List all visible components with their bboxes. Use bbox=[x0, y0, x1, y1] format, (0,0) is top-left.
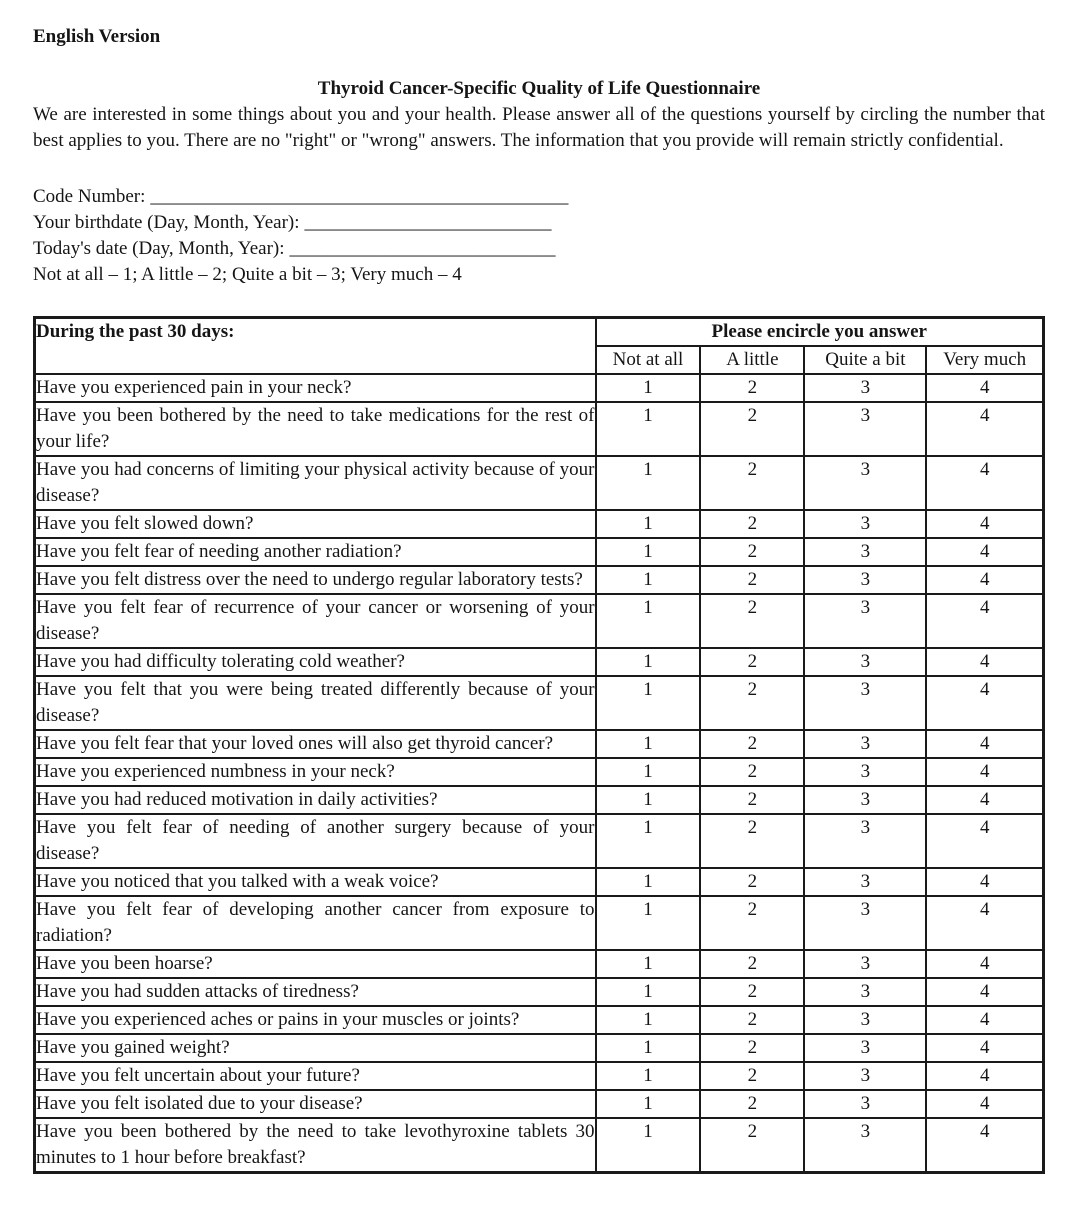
answer-value: 4 bbox=[926, 594, 1043, 648]
question-text: Have you felt fear of recurrence of your cancer or worsening of your disease? bbox=[35, 594, 596, 648]
table-row bbox=[35, 896, 1044, 950]
answer-value: 2 bbox=[700, 374, 804, 402]
answer-value: 2 bbox=[700, 896, 804, 950]
answer-value: 2 bbox=[700, 594, 804, 648]
fields-block bbox=[33, 184, 1045, 288]
table-row bbox=[35, 1006, 1044, 1034]
table-row bbox=[35, 566, 1044, 594]
scale-legend: Not at all – 1; A little – 2; Quite a bit – 3; Very much – 4 bbox=[33, 264, 462, 285]
table-row bbox=[35, 814, 1044, 868]
answer-value: 1 bbox=[596, 730, 701, 758]
field-todays-date bbox=[33, 236, 1045, 262]
table-row bbox=[35, 868, 1044, 896]
table-row bbox=[35, 1062, 1044, 1090]
answer-value: 3 bbox=[804, 978, 926, 1006]
answer-value: 4 bbox=[926, 1034, 1043, 1062]
answer-value: 3 bbox=[804, 374, 926, 402]
answer-value: 4 bbox=[926, 758, 1043, 786]
answer-value: 4 bbox=[926, 978, 1043, 1006]
answer-value: 1 bbox=[596, 510, 701, 538]
answer-value: 3 bbox=[804, 814, 926, 868]
answer-value: 1 bbox=[596, 950, 701, 978]
answer-value: 1 bbox=[596, 676, 701, 730]
question-text: Have you felt distress over the need to undergo regular laboratory tests? bbox=[35, 566, 596, 594]
question-text: Have you felt fear of needing another radiation? bbox=[35, 538, 596, 566]
field-label: Your birthdate (Day, Month, Year): bbox=[33, 212, 300, 233]
answer-value: 4 bbox=[926, 566, 1043, 594]
answer-value: 3 bbox=[804, 456, 926, 510]
answer-value: 1 bbox=[596, 456, 701, 510]
question-text: Have you felt fear of developing another cancer from exposure to radiation? bbox=[35, 896, 596, 950]
answer-value: 1 bbox=[596, 758, 701, 786]
table-row bbox=[35, 1034, 1044, 1062]
blank-line: ____________________________ bbox=[289, 238, 556, 259]
question-text: Have you gained weight? bbox=[35, 1034, 596, 1062]
answer-value: 3 bbox=[804, 868, 926, 896]
answer-value: 2 bbox=[700, 1118, 804, 1173]
answer-value: 1 bbox=[596, 374, 701, 402]
table-header-encircle: Please encircle you answer bbox=[596, 318, 1044, 347]
answer-value: 3 bbox=[804, 648, 926, 676]
answer-value: 3 bbox=[804, 1062, 926, 1090]
question-text: Have you experienced numbness in your neck? bbox=[35, 758, 596, 786]
answer-value: 3 bbox=[804, 402, 926, 456]
questions-body bbox=[35, 374, 1044, 1173]
questionnaire-table bbox=[33, 316, 1045, 1174]
answer-value: 1 bbox=[596, 538, 701, 566]
answer-value: 1 bbox=[596, 896, 701, 950]
answer-value: 4 bbox=[926, 730, 1043, 758]
answer-value: 4 bbox=[926, 648, 1043, 676]
question-text: Have you been bothered by the need to take levothyroxine tablets 30 minutes to 1 hour before breakfast? bbox=[35, 1118, 596, 1173]
answer-value: 1 bbox=[596, 1062, 701, 1090]
answer-value: 1 bbox=[596, 648, 701, 676]
answer-value: 1 bbox=[596, 978, 701, 1006]
column-header-a-little: A little bbox=[700, 346, 804, 374]
question-text: Have you felt fear that your loved ones will also get thyroid cancer? bbox=[35, 730, 596, 758]
answer-value: 4 bbox=[926, 402, 1043, 456]
question-text: Have you had difficulty tolerating cold weather? bbox=[35, 648, 596, 676]
blank-line: ____________________________________________ bbox=[150, 186, 569, 207]
field-code-number bbox=[33, 184, 1045, 210]
answer-value: 3 bbox=[804, 538, 926, 566]
answer-value: 2 bbox=[700, 456, 804, 510]
answer-value: 3 bbox=[804, 896, 926, 950]
question-text: Have you felt uncertain about your future? bbox=[35, 1062, 596, 1090]
answer-value: 1 bbox=[596, 566, 701, 594]
answer-value: 2 bbox=[700, 538, 804, 566]
answer-value: 4 bbox=[926, 1118, 1043, 1173]
table-row bbox=[35, 456, 1044, 510]
answer-value: 3 bbox=[804, 1090, 926, 1118]
answer-value: 4 bbox=[926, 456, 1043, 510]
answer-value: 3 bbox=[804, 566, 926, 594]
answer-value: 3 bbox=[804, 1006, 926, 1034]
table-row bbox=[35, 730, 1044, 758]
question-text: Have you had reduced motivation in daily activities? bbox=[35, 786, 596, 814]
answer-value: 4 bbox=[926, 868, 1043, 896]
table-row bbox=[35, 1118, 1044, 1173]
question-text: Have you experienced aches or pains in your muscles or joints? bbox=[35, 1006, 596, 1034]
answer-value: 2 bbox=[700, 758, 804, 786]
answer-value: 1 bbox=[596, 1090, 701, 1118]
table-row bbox=[35, 648, 1044, 676]
answer-value: 4 bbox=[926, 896, 1043, 950]
field-label: Today's date (Day, Month, Year): bbox=[33, 238, 285, 259]
question-text: Have you been hoarse? bbox=[35, 950, 596, 978]
question-text: Have you noticed that you talked with a weak voice? bbox=[35, 868, 596, 896]
answer-value: 4 bbox=[926, 950, 1043, 978]
answer-value: 2 bbox=[700, 1006, 804, 1034]
table-row bbox=[35, 538, 1044, 566]
column-header-very-much: Very much bbox=[926, 346, 1043, 374]
answer-value: 2 bbox=[700, 786, 804, 814]
column-header-not-at-all: Not at all bbox=[596, 346, 701, 374]
answer-value: 2 bbox=[700, 566, 804, 594]
question-text: Have you had sudden attacks of tiredness? bbox=[35, 978, 596, 1006]
answer-value: 3 bbox=[804, 676, 926, 730]
answer-value: 1 bbox=[596, 1006, 701, 1034]
table-header-row-1 bbox=[35, 318, 1044, 347]
question-text: Have you been bothered by the need to take medications for the rest of your life? bbox=[35, 402, 596, 456]
answer-value: 2 bbox=[700, 950, 804, 978]
table-row bbox=[35, 978, 1044, 1006]
answer-value: 4 bbox=[926, 814, 1043, 868]
table-header-period: During the past 30 days: bbox=[35, 318, 596, 375]
answer-value: 3 bbox=[804, 1118, 926, 1173]
answer-value: 2 bbox=[700, 1090, 804, 1118]
answer-value: 2 bbox=[700, 676, 804, 730]
question-text: Have you had concerns of limiting your physical activity because of your disease? bbox=[35, 456, 596, 510]
page-title: Thyroid Cancer-Specific Quality of Life Questionnaire bbox=[317, 78, 761, 99]
answer-value: 3 bbox=[804, 730, 926, 758]
answer-value: 2 bbox=[700, 730, 804, 758]
answer-value: 2 bbox=[700, 510, 804, 538]
field-label: Code Number: bbox=[33, 186, 146, 207]
answer-value: 1 bbox=[596, 402, 701, 456]
question-text: Have you experienced pain in your neck? bbox=[35, 374, 596, 402]
answer-value: 2 bbox=[700, 648, 804, 676]
answer-value: 4 bbox=[926, 786, 1043, 814]
answer-value: 2 bbox=[700, 402, 804, 456]
answer-value: 3 bbox=[804, 786, 926, 814]
answer-value: 4 bbox=[926, 676, 1043, 730]
table-row bbox=[35, 786, 1044, 814]
answer-value: 4 bbox=[926, 374, 1043, 402]
question-text: Have you felt fear of needing of another surgery because of your disease? bbox=[35, 814, 596, 868]
answer-value: 2 bbox=[700, 814, 804, 868]
table-row bbox=[35, 510, 1044, 538]
table-row bbox=[35, 1090, 1044, 1118]
field-birthdate bbox=[33, 210, 1045, 236]
answer-value: 2 bbox=[700, 1062, 804, 1090]
answer-value: 3 bbox=[804, 510, 926, 538]
answer-value: 4 bbox=[926, 1062, 1043, 1090]
answer-value: 4 bbox=[926, 1090, 1043, 1118]
answer-value: 3 bbox=[804, 758, 926, 786]
answer-value: 3 bbox=[804, 594, 926, 648]
table-row bbox=[35, 758, 1044, 786]
answer-value: 4 bbox=[926, 538, 1043, 566]
question-text: Have you felt that you were being treated differently because of your disease? bbox=[35, 676, 596, 730]
answer-value: 2 bbox=[700, 1034, 804, 1062]
answer-value: 2 bbox=[700, 868, 804, 896]
table-row bbox=[35, 950, 1044, 978]
answer-value: 3 bbox=[804, 1034, 926, 1062]
version-label: English Version bbox=[33, 26, 161, 47]
answer-value: 1 bbox=[596, 1118, 701, 1173]
answer-value: 4 bbox=[926, 1006, 1043, 1034]
answer-value: 3 bbox=[804, 950, 926, 978]
answer-value: 1 bbox=[596, 594, 701, 648]
answer-value: 1 bbox=[596, 814, 701, 868]
intro-paragraph: We are interested in some things about you and your health. Please answer all of the questions yourself by circling the number that best applies to you. There are no "right" or "wrong" answers. The information that you provide will remain strictly confidential. bbox=[33, 104, 1045, 151]
answer-value: 2 bbox=[700, 978, 804, 1006]
question-text: Have you felt isolated due to your disease? bbox=[35, 1090, 596, 1118]
table-row bbox=[35, 594, 1044, 648]
table-row bbox=[35, 402, 1044, 456]
table-row bbox=[35, 374, 1044, 402]
answer-value: 1 bbox=[596, 868, 701, 896]
answer-value: 4 bbox=[926, 510, 1043, 538]
table-row bbox=[35, 676, 1044, 730]
answer-value: 1 bbox=[596, 1034, 701, 1062]
column-header-quite-a-bit: Quite a bit bbox=[804, 346, 926, 374]
blank-line: __________________________ bbox=[304, 212, 552, 233]
answer-value: 1 bbox=[596, 786, 701, 814]
question-text: Have you felt slowed down? bbox=[35, 510, 596, 538]
